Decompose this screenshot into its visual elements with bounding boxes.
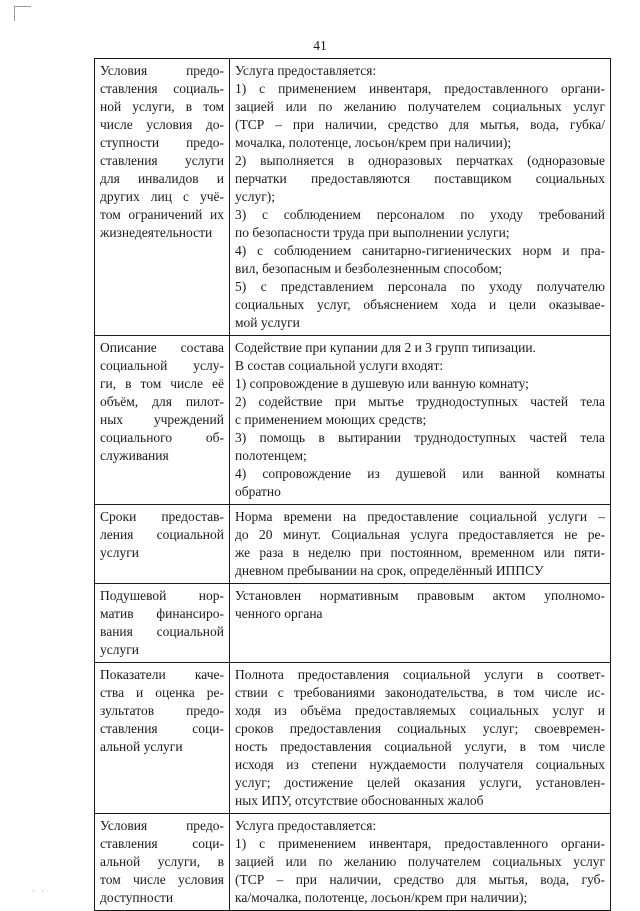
value-line: 4) сопровождение из душевой или ванной комнаты [235, 466, 605, 481]
value-line: Норма времени на предоставление социальной услуги – [235, 509, 605, 524]
label-line: социального об- [100, 430, 224, 445]
value-line: услуг; достижение целей оказания услуги, установлен- [235, 775, 605, 790]
row-value-cell [230, 505, 611, 584]
label-line: ступности предо- [100, 135, 224, 150]
label-line: ги, в том числе её [100, 376, 224, 391]
value-line: Услуга предоставляется: [235, 63, 377, 78]
label-line: для инвалидов и [100, 171, 224, 186]
value-line: мой услуги [235, 315, 300, 330]
row-label-cell [95, 663, 230, 814]
value-line: Содействие при купании для 2 и 3 групп типизации. [235, 340, 536, 355]
label-line: ления социальной [100, 527, 224, 542]
value-line: по безопасности труда при выполнении услуги; [235, 225, 510, 240]
value-line: мочалка, полотенце, лосьон/крем при наличии); [235, 135, 512, 150]
row-value-cell [230, 59, 611, 336]
label-line: зультатов предо- [100, 703, 224, 718]
label-line: числе условия до- [100, 117, 224, 132]
label-line: матив финансиро- [100, 606, 224, 621]
label-line: услуги [100, 545, 139, 560]
table-row [95, 59, 611, 336]
label-line: ства и оценка ре- [100, 685, 224, 700]
label-line: ставления соци- [100, 836, 224, 851]
value-line: Полнота предоставления социальной услуги в соответ- [235, 667, 605, 682]
value-line: зацией или по желанию получателем социальных услуг [235, 854, 605, 869]
label-line: ставления социаль- [100, 81, 224, 96]
label-line: других лиц с учё- [100, 189, 224, 204]
label-line: Сроки предостав- [100, 509, 224, 524]
value-line: 2) выполняется в одноразовых перчатках (одноразовые [235, 153, 605, 168]
value-line: 3) помощь в вытирании труднодоступных частей тела [235, 430, 605, 445]
value-line: ность предоставления социальной услуги, в том числе [235, 739, 605, 754]
label-line: ставления соци- [100, 721, 224, 736]
value-line: до 20 минут. Социальная услуга предоставляется не ре- [235, 527, 605, 542]
label-line: том числе условия [100, 872, 224, 887]
table-row [95, 584, 611, 663]
value-line: исходя из степени нуждаемости получателя социальных [235, 757, 605, 772]
value-line: зацией или по желанию получателем социальных услуг [235, 99, 605, 114]
label-line: ной услуги, в том [100, 99, 224, 114]
label-line: Условия предо- [100, 63, 224, 78]
page-number: 41 [313, 38, 327, 53]
value-line: ствии с требованиями законодательства, в том числе ис- [235, 685, 605, 700]
value-line: перчатки предоставляются поставщиком социальных [235, 171, 605, 186]
label-line: альной услуги, в [100, 854, 224, 869]
value-line: 2) содействие при мытье труднодоступных частей тела [235, 394, 605, 409]
value-line: полотенцем; [235, 448, 307, 463]
value-line: сроков предоставления социальных услуг; своевремен- [235, 721, 605, 736]
table-row [95, 663, 611, 814]
label-line: Описание состава [100, 340, 224, 355]
row-value-cell [230, 584, 611, 663]
row-label-cell [95, 584, 230, 663]
label-line: Подушевой нор- [100, 588, 224, 603]
label-line: доступности [100, 890, 174, 905]
value-line: услуг); [235, 189, 276, 204]
value-line: с применением моющих средств; [235, 412, 427, 427]
value-line: 5) с представлением персонала по уходу получателю [235, 279, 605, 294]
label-line: объём, для пилот- [100, 394, 224, 409]
table-row [95, 505, 611, 584]
value-line: Установлен нормативным правовым актом уполномо- [235, 588, 605, 603]
label-line: Условия предо- [100, 818, 224, 833]
label-line: жизнедеятельности [100, 225, 213, 240]
table-body [95, 59, 611, 911]
value-line: (ТСР – при наличии, средство для мытья, вода, губ- [235, 872, 605, 887]
label-line: услуги [100, 642, 139, 657]
value-line: ченного органа [235, 606, 323, 621]
row-label-cell [95, 505, 230, 584]
value-line: В состав социальной услуги входят: [235, 358, 444, 373]
value-line: социальных услуг, объяснением хода и цели оказывае- [235, 297, 605, 312]
label-line: вания социальной [100, 624, 224, 639]
row-label-cell [95, 336, 230, 505]
label-line: альной услуги [100, 739, 183, 754]
value-line: Услуга предоставляется: [235, 818, 377, 833]
table-row [95, 336, 611, 505]
label-line: ставления услуги [100, 153, 224, 168]
value-line: 1) с применением инвентаря, предоставленного органи- [235, 836, 605, 851]
label-line: служивания [100, 448, 169, 463]
value-line: 1) сопровождение в душевую или ванную комнату; [235, 376, 529, 391]
scan-corner-mark [14, 6, 31, 21]
row-label-cell [95, 59, 230, 336]
row-value-cell [230, 336, 611, 505]
value-line: (ТСР – при наличии, средство для мытья, вода, губка/ [235, 117, 605, 132]
value-line: обратно [235, 484, 281, 499]
value-line: 3) с соблюдением персоналом по уходу требований [235, 207, 605, 222]
value-line: 1) с применением инвентаря, предоставленного органи- [235, 81, 605, 96]
value-line: ка/мочалка, полотенце, лосьон/крем при наличии); [235, 890, 528, 905]
label-line: социальной услу- [100, 358, 224, 373]
service-standard-table [94, 58, 611, 911]
value-line: дневном пребывании на срок, определённый ИППСУ [235, 563, 544, 578]
value-line: ных ИПУ, отсутствие обоснованных жалоб [235, 793, 484, 808]
label-line: том ограничений их [100, 207, 224, 222]
value-line: ходя из объёма предоставляемых социальных услуг и [235, 703, 605, 718]
value-line: 4) с соблюдением санитарно-гигиенических норм и пра- [235, 243, 605, 258]
value-line: же раза в неделю при постоянном, временном или пяти- [235, 545, 605, 560]
table-row [95, 814, 611, 911]
scan-edge-mark: · · [32, 886, 47, 896]
label-line: ных учреждений [100, 412, 224, 427]
value-line: вил, безопасным и безболезненным способом; [235, 261, 503, 276]
row-label-cell [95, 814, 230, 911]
row-value-cell [230, 814, 611, 911]
row-value-cell [230, 663, 611, 814]
label-line: Показатели каче- [100, 667, 224, 682]
